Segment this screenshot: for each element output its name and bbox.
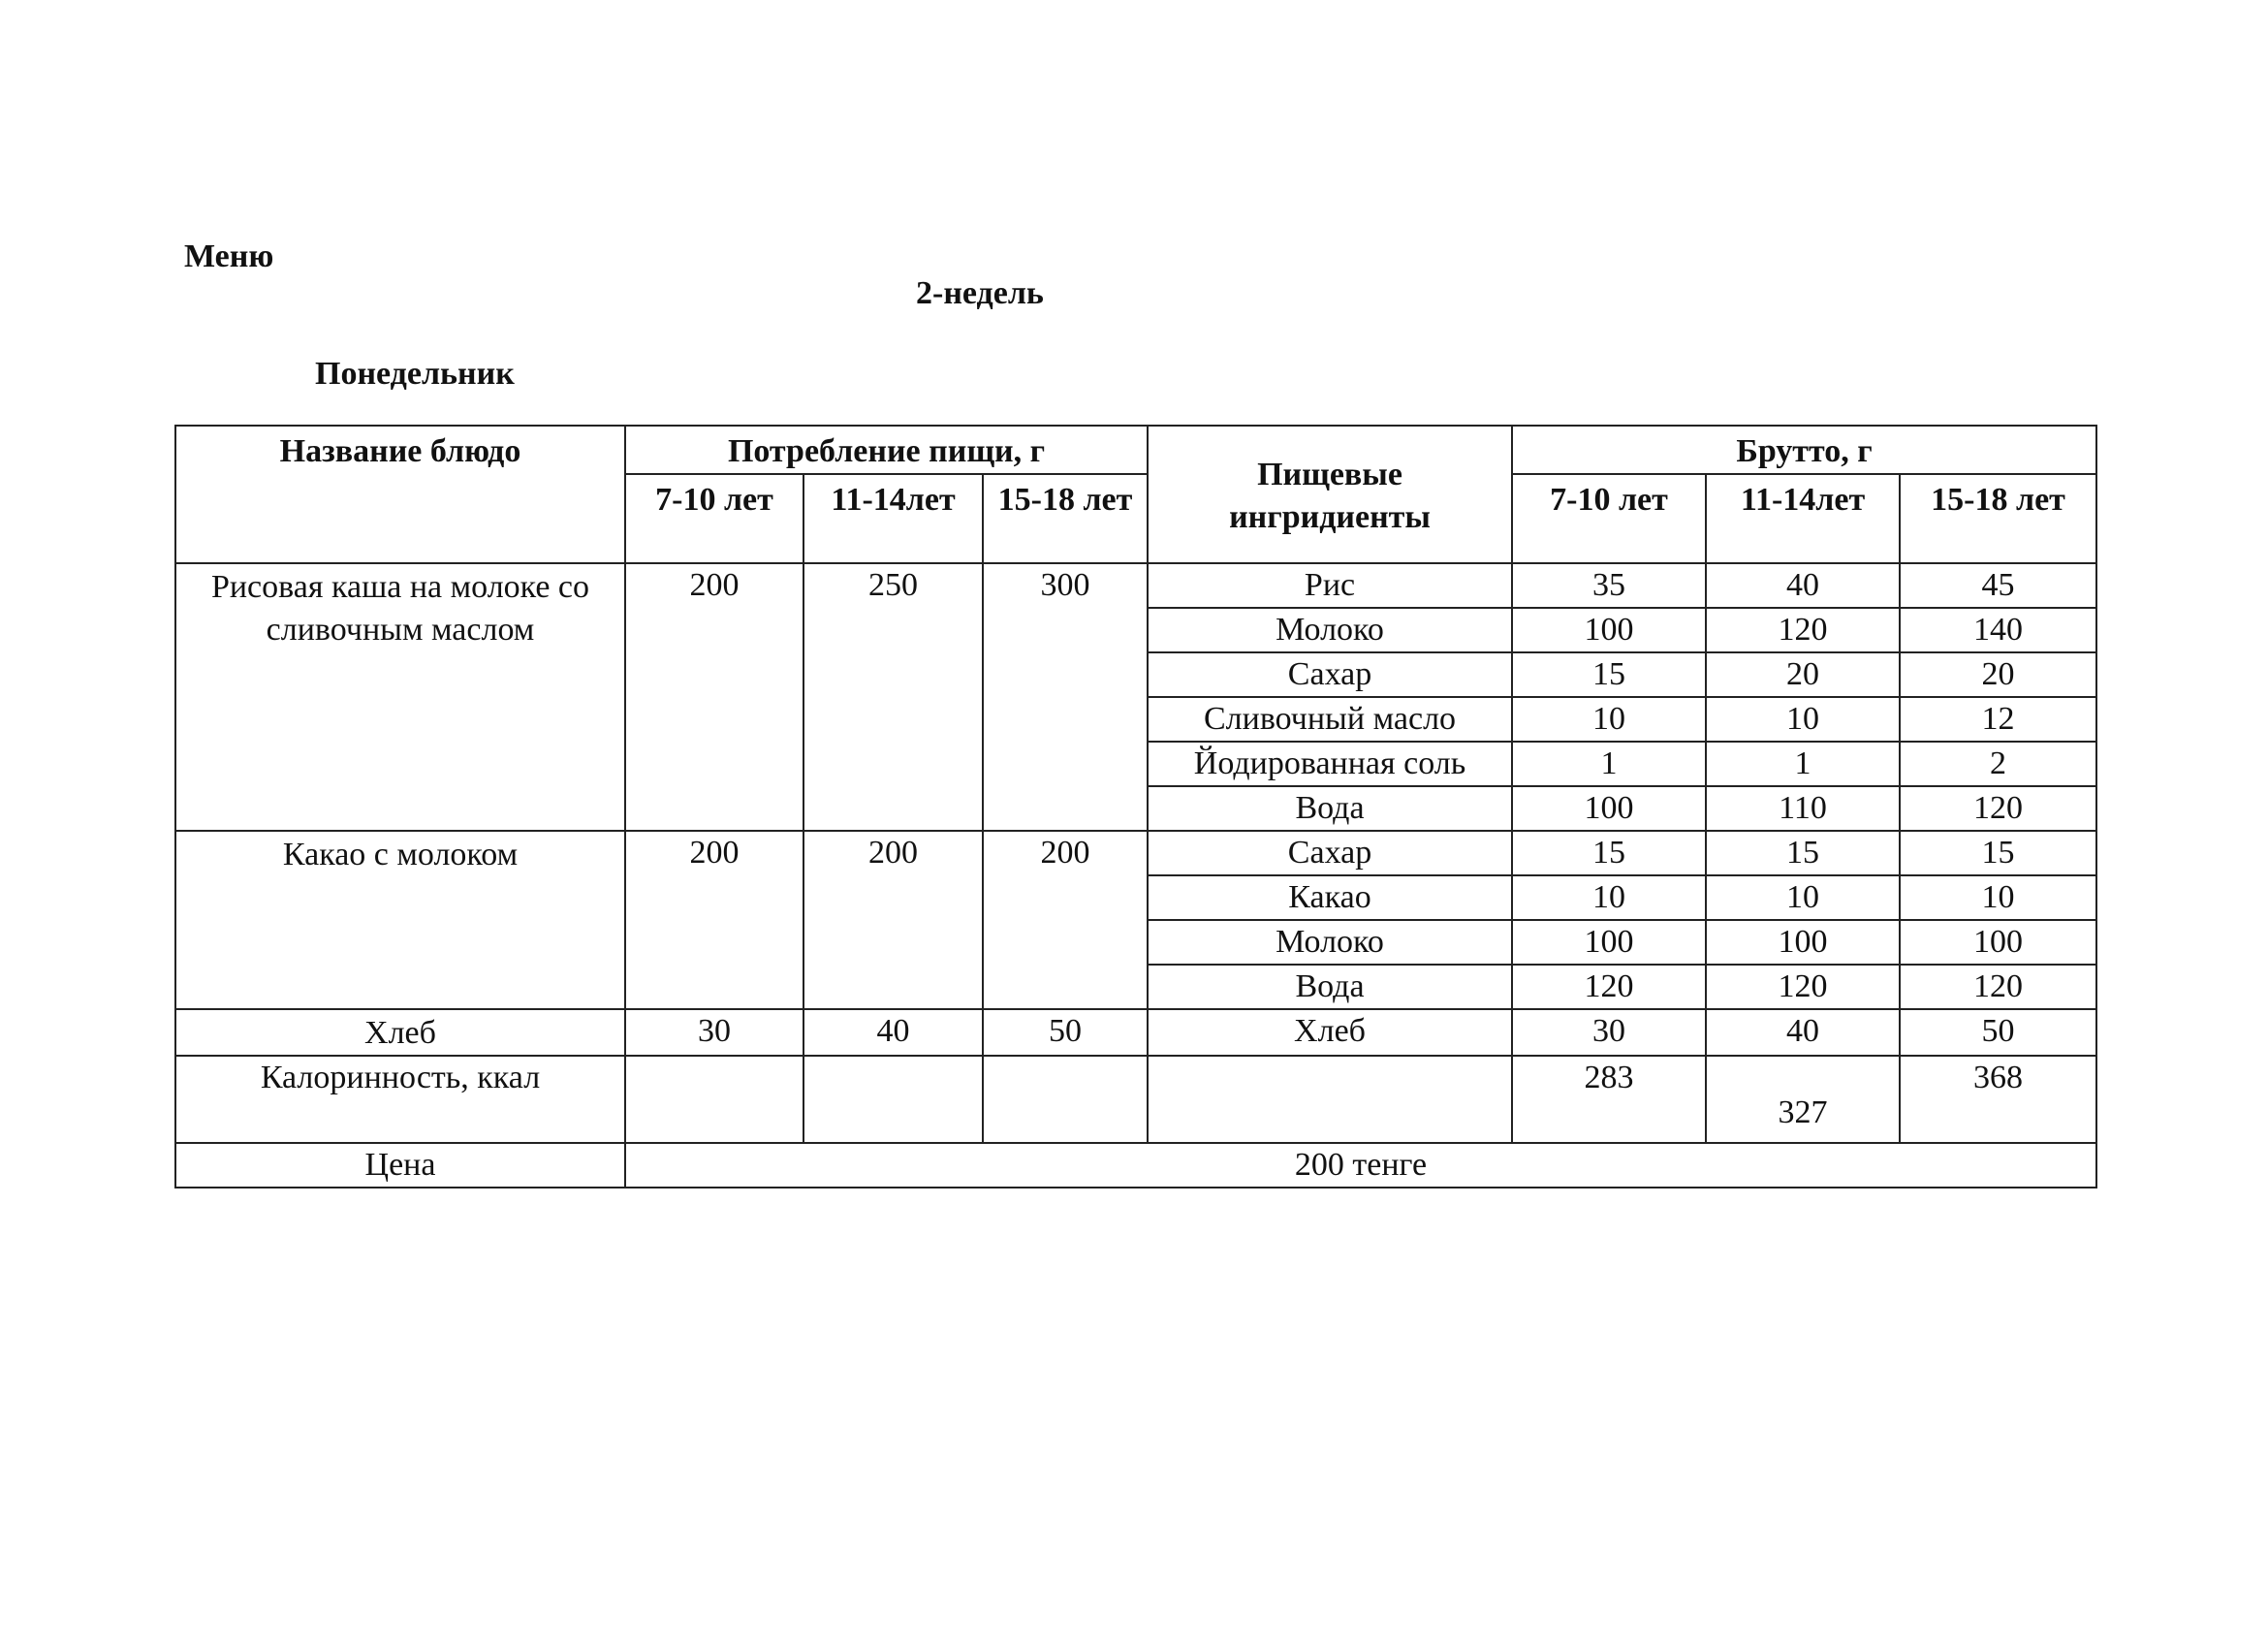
ingredient-gross: 120 [1900, 786, 2096, 831]
ingredient-gross: 10 [1900, 875, 2096, 920]
ingredient-gross: 10 [1706, 697, 1900, 742]
calories-value: 368 [1900, 1056, 2096, 1143]
ingredient-gross: 2 [1900, 742, 2096, 786]
ingredient-gross: 35 [1512, 563, 1706, 608]
menu-table-body [175, 563, 2096, 1056]
ingredient-name: Хлеб [1148, 1009, 1512, 1056]
ingredient-gross: 10 [1706, 875, 1900, 920]
dish-consumption: 300 [983, 563, 1148, 831]
ingredient-gross: 140 [1900, 608, 2096, 652]
dish-name: Рисовая каша на молоке со сливочным маслом [175, 563, 625, 831]
dish-consumption: 200 [625, 563, 803, 831]
calories-value: 327 [1706, 1056, 1900, 1143]
header-consumption-age: 7-10 лет [625, 474, 803, 563]
ingredient-gross: 15 [1706, 831, 1900, 875]
ingredient-gross: 30 [1512, 1009, 1706, 1056]
table-row [175, 831, 2096, 875]
ingredient-gross: 20 [1900, 652, 2096, 697]
ingredient-name: Молоко [1148, 920, 1512, 965]
ingredient-name: Вода [1148, 786, 1512, 831]
ingredient-gross: 40 [1706, 1009, 1900, 1056]
page-subtitle: 2-недель [916, 275, 1044, 311]
day-heading: Понедельник [315, 356, 515, 392]
dish-consumption: 40 [803, 1009, 983, 1056]
price-row [175, 1143, 2096, 1188]
ingredient-name: Молоко [1148, 608, 1512, 652]
calories-value: 283 [1512, 1056, 1706, 1143]
dish-name: Хлеб [175, 1009, 625, 1056]
header-gross-age: 15-18 лет [1900, 474, 2096, 563]
ingredient-gross: 45 [1900, 563, 2096, 608]
header-gross-age: 11-14лет [1706, 474, 1900, 563]
ingredient-gross: 120 [1900, 965, 2096, 1009]
dish-consumption: 50 [983, 1009, 1148, 1056]
ingredient-gross: 120 [1706, 608, 1900, 652]
ingredient-gross: 120 [1512, 965, 1706, 1009]
empty-cell [803, 1056, 983, 1143]
dish-consumption: 250 [803, 563, 983, 831]
header-consumption-age: 11-14лет [803, 474, 983, 563]
ingredient-gross: 20 [1706, 652, 1900, 697]
ingredient-gross: 100 [1512, 920, 1706, 965]
ingredient-gross: 50 [1900, 1009, 2096, 1056]
ingredient-gross: 120 [1706, 965, 1900, 1009]
dish-consumption: 30 [625, 1009, 803, 1056]
header-consumption-age: 15-18 лет [983, 474, 1148, 563]
menu-table [174, 425, 2097, 1188]
ingredient-gross: 100 [1512, 786, 1706, 831]
calories-label: Калоринность, ккал [175, 1056, 625, 1143]
ingredient-gross: 15 [1900, 831, 2096, 875]
ingredient-gross: 15 [1512, 831, 1706, 875]
header-gross: Брутто, г [1512, 426, 2096, 474]
dish-consumption: 200 [625, 831, 803, 1009]
table-row [175, 563, 2096, 608]
ingredient-gross: 110 [1706, 786, 1900, 831]
dish-consumption: 200 [803, 831, 983, 1009]
ingredient-gross: 100 [1706, 920, 1900, 965]
ingredient-name: Какао [1148, 875, 1512, 920]
ingredient-gross: 15 [1512, 652, 1706, 697]
ingredient-name: Рис [1148, 563, 1512, 608]
price-value: 200 тенге [625, 1143, 2096, 1188]
dish-consumption: 200 [983, 831, 1148, 1009]
dish-name: Какао с молоком [175, 831, 625, 1009]
page-title: Меню [184, 238, 274, 274]
header-ingredients: Пищевые ингридиенты [1148, 426, 1512, 563]
ingredient-name: Вода [1148, 965, 1512, 1009]
empty-cell [625, 1056, 803, 1143]
ingredient-name: Сахар [1148, 652, 1512, 697]
table-row [175, 1009, 2096, 1056]
header-dish: Название блюдо [175, 426, 625, 563]
ingredient-gross: 1 [1512, 742, 1706, 786]
header-gross-age: 7-10 лет [1512, 474, 1706, 563]
ingredient-name: Йодированная соль [1148, 742, 1512, 786]
ingredient-gross: 40 [1706, 563, 1900, 608]
ingredient-gross: 12 [1900, 697, 2096, 742]
ingredient-gross: 100 [1512, 608, 1706, 652]
calories-row [175, 1056, 2096, 1143]
ingredient-name: Сливочный масло [1148, 697, 1512, 742]
price-label: Цена [175, 1143, 625, 1188]
empty-cell [983, 1056, 1148, 1143]
header-consumption: Потребление пищи, г [625, 426, 1148, 474]
ingredient-gross: 1 [1706, 742, 1900, 786]
empty-cell [1148, 1056, 1512, 1143]
ingredient-gross: 100 [1900, 920, 2096, 965]
ingredient-gross: 10 [1512, 697, 1706, 742]
ingredient-gross: 10 [1512, 875, 1706, 920]
ingredient-name: Сахар [1148, 831, 1512, 875]
